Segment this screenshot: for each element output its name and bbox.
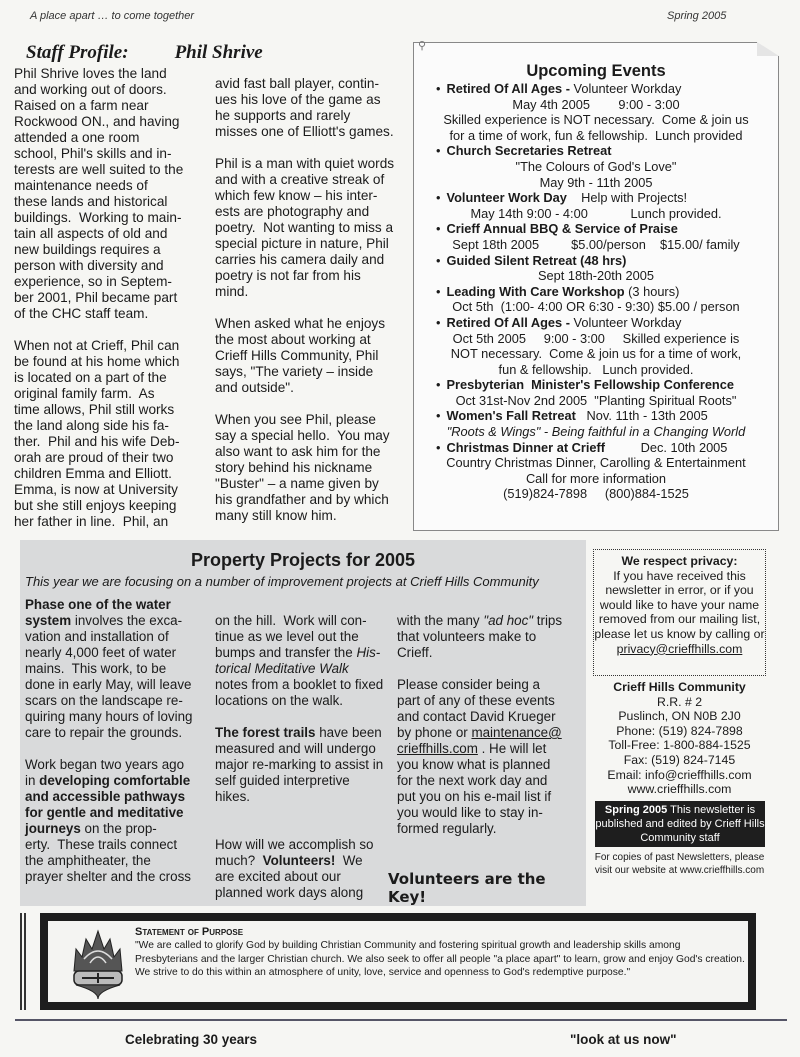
- text-line: [25, 725, 192, 741]
- text-line: mind.: [215, 284, 249, 299]
- event-item-detail: [414, 455, 778, 471]
- text-run: for a time of work, fun & fellowship. Lunch provided: [449, 127, 743, 143]
- text-run: Volunteer Workday: [573, 314, 682, 330]
- text-line: [397, 789, 562, 805]
- text-line: ests are photography and: [215, 204, 370, 219]
- contact-tollfree: Toll-Free: 1-800-884-1525: [608, 738, 751, 753]
- text-run: Sept 18th-20th 2005: [538, 268, 654, 284]
- text-line: [25, 773, 192, 789]
- text-run: We: [335, 853, 363, 868]
- text-run: on the hill. Work will con-: [215, 613, 367, 628]
- text-run: Help with Projects!: [566, 190, 688, 206]
- folded-corner: [757, 42, 779, 56]
- text-run: with the many: [397, 613, 484, 628]
- event-item-detail: [414, 112, 778, 128]
- text-line: [25, 805, 192, 821]
- event-item-detail: [414, 346, 778, 362]
- text-run: Oct 5th (1:00- 4:00 OR 6:30 - 9:30) $5.00 / person: [452, 299, 740, 315]
- text-run: (3 hours): [624, 283, 680, 299]
- text-run: Christmas Dinner at Crieff: [446, 439, 606, 455]
- events-list: [414, 81, 778, 502]
- event-item-detail: [414, 97, 778, 113]
- text-line: [215, 396, 410, 412]
- text-line: [215, 789, 383, 805]
- text-run: involves the exca-: [71, 613, 183, 628]
- text-run: notes from a booklet to fixed: [215, 677, 384, 692]
- text-line: orah are proud of their two: [14, 450, 174, 465]
- contact-fax: Fax: (519) 824-7145: [623, 752, 736, 767]
- org-name: Crieff Hills Community: [613, 680, 746, 694]
- property-title: Property Projects for 2005: [190, 550, 416, 570]
- text-run: prayer shelter and the cross: [25, 869, 191, 884]
- event-item-title: [414, 440, 778, 456]
- event-item-detail: [414, 424, 778, 440]
- text-run: Country Christmas Dinner, Carolling & Entertainment: [446, 455, 746, 471]
- text-run: and contact David Krueger: [397, 709, 556, 724]
- text-run: May 4th 2005 9:00 - 3:00: [512, 96, 680, 112]
- text-run: "ad hoc": [483, 613, 534, 628]
- text-run[interactable]: crieffhills.com: [397, 741, 478, 756]
- text-run: Oct 5th 2005 9:00 - 3:00 Skilled experience is: [452, 330, 740, 346]
- text-line: [215, 725, 383, 741]
- text-run: bumps and transfer the: [215, 645, 357, 660]
- text-line: which few know – his inter-: [215, 188, 378, 203]
- text-line: special picture in nature, Phil: [215, 236, 389, 251]
- text-line: and with a creative streak of: [215, 172, 385, 187]
- footer-right: "look at us now": [570, 1032, 677, 1047]
- text-run: system: [25, 613, 72, 628]
- text-line: [25, 661, 192, 677]
- text-line: [215, 773, 383, 789]
- text-line: say a special hello. You may: [215, 428, 390, 443]
- text-line: [397, 757, 562, 773]
- text-run: Skilled experience is NOT necessary. Come & join us: [443, 112, 749, 128]
- text-run: How will we accomplish so: [215, 837, 374, 852]
- text-run: fun & fellowship. Lunch provided.: [498, 361, 694, 377]
- text-run: "The Colours of God's Love": [515, 158, 677, 174]
- text-run: erty. These trails connect: [25, 837, 178, 852]
- text-line: the land along side his fa-: [14, 418, 169, 433]
- text-line: [215, 885, 383, 901]
- property-column-2: [215, 613, 383, 901]
- text-run: Crieff.: [397, 645, 433, 660]
- contact-info: [593, 680, 766, 797]
- text-line: [25, 741, 192, 757]
- text-line: maintenance needs of: [14, 178, 148, 193]
- text-run: put you on his e-mail list if: [397, 789, 552, 804]
- text-line: [215, 677, 383, 693]
- text-line: [25, 853, 192, 869]
- text-line: says, "The variety – inside: [215, 364, 374, 379]
- text-line: When you see Phil, please: [215, 412, 376, 427]
- text-run: the amphitheater, the: [25, 853, 151, 868]
- text-run: measured and will undergo: [215, 741, 376, 756]
- text-run: quiring many hours of loving: [25, 709, 193, 724]
- text-line: [397, 725, 562, 741]
- event-item-detail: [414, 299, 778, 315]
- text-run: Church Secretaries Retreat: [446, 143, 612, 159]
- text-line: also want to ask him for the: [215, 444, 381, 459]
- text-run: His-: [356, 645, 381, 660]
- text-run: Retired Of All Ages -: [446, 314, 574, 330]
- text-run: scars on the landscape re-: [25, 693, 183, 708]
- text-line: he supports and rarely: [215, 108, 351, 123]
- text-line: school, Phil's skills and in-: [14, 146, 172, 161]
- property-projects-section: [20, 540, 586, 906]
- text-line: [397, 773, 562, 789]
- text-run: Nov. 11th - 13th 2005: [575, 408, 708, 424]
- text-run: locations on the walk.: [215, 693, 344, 708]
- text-run: Retired Of All Ages -: [446, 81, 574, 96]
- text-line: attended a one room: [14, 130, 140, 145]
- text-run: for the next work day and: [397, 773, 548, 788]
- event-item-title: [414, 221, 778, 237]
- staff-column-1: [14, 66, 209, 530]
- text-run: are excited about our: [215, 869, 341, 884]
- text-run: Call for more information: [525, 470, 667, 486]
- privacy-email-link[interactable]: privacy@crieffhills.com: [616, 641, 743, 656]
- text-line: his grandfather and by which: [215, 492, 389, 507]
- text-run: self guided interpretive: [215, 773, 350, 788]
- statement-heading: Statement of Purpose: [135, 926, 244, 938]
- text-run: done in early May, will leave: [25, 677, 192, 692]
- text-line: "Buster" – a name given by: [215, 476, 379, 491]
- text-line: [215, 869, 383, 885]
- event-item-detail: [414, 393, 778, 409]
- event-item-detail: [414, 331, 778, 347]
- text-line: [215, 613, 383, 629]
- text-line: [25, 597, 192, 613]
- text-line: [25, 629, 192, 645]
- statement-body: "We are called to glorify God by building Christian Community and fostering spiritual growth and leadership skills among Presbyterians and the larger Christian church. We also seek to offer all people "a place apart" to learn, grow and enjoy God's creation. We strive to do this within an atmosphere of unity, love, service and openness to God's redemptive purpose.": [135, 940, 745, 978]
- text-line: [25, 821, 192, 837]
- text-line: [397, 645, 562, 661]
- text-run: you know what is planned: [397, 757, 551, 772]
- text-line: [215, 757, 383, 773]
- text-run: on the prop-: [80, 821, 157, 836]
- text-line: buildings. Working to main-: [14, 210, 182, 225]
- text-line: [397, 805, 562, 821]
- text-line: terests are well suited to the: [14, 162, 184, 177]
- event-item-detail: [414, 471, 778, 487]
- text-run[interactable]: maintenance@: [471, 725, 562, 740]
- text-line: ber 2001, Phil became part: [14, 290, 178, 305]
- text-line: [25, 693, 192, 709]
- text-run: NOT necessary. Come & join us for a time of work,: [450, 346, 742, 362]
- contact-website[interactable]: www.crieffhills.com: [627, 782, 732, 797]
- text-run: much?: [215, 853, 263, 868]
- text-run: Volunteers!: [262, 853, 336, 868]
- text-line: [25, 677, 192, 693]
- contact-email[interactable]: Email: info@crieffhills.com: [607, 767, 752, 782]
- text-run: The forest trails: [215, 725, 316, 740]
- text-line: children Emma and Elliott.: [14, 466, 172, 481]
- text-line: Crieff Hills Community, Phil: [215, 348, 379, 363]
- text-line: carries his camera daily and: [215, 252, 385, 267]
- privacy-body: If you have received this newsletter in error, or if you would like to have your name removed from our mailing list, please let us know by calling or: [594, 568, 765, 641]
- text-line: [25, 837, 192, 853]
- text-line: the most about working at: [215, 332, 371, 347]
- text-line: is located on a part of the: [14, 370, 167, 385]
- text-run: Oct 31st-Nov 2nd 2005 "Planting Spiritual Roots": [455, 392, 737, 408]
- text-run: Women's Fall Retreat: [446, 408, 576, 424]
- text-run: and accessible pathways: [25, 789, 186, 804]
- text-run: by phone or: [397, 725, 472, 740]
- text-run: . He will let: [477, 741, 547, 756]
- text-line: time allows, Phil still works: [14, 402, 175, 417]
- event-item-detail: [414, 486, 778, 502]
- text-line: [397, 821, 562, 837]
- text-line: [25, 869, 192, 885]
- contact-address: R.R. # 2: [656, 694, 703, 709]
- crieff-logo-icon: [70, 929, 126, 999]
- text-line: Phil Shrive loves the land: [14, 66, 167, 81]
- text-run: you would like to stay in-: [397, 805, 543, 820]
- text-line: [215, 709, 383, 725]
- text-line: [215, 741, 383, 757]
- event-item-detail: [414, 268, 778, 284]
- event-item-title: [414, 377, 778, 393]
- text-line: [397, 693, 562, 709]
- past-newsletters-note: For copies of past Newsletters, please visit our website at www.crieffhills.com: [594, 852, 765, 876]
- event-item-title: [414, 408, 778, 424]
- text-line: [25, 757, 192, 773]
- text-line: [397, 629, 562, 645]
- text-line: but she still enjoys keeping: [14, 498, 177, 513]
- text-line: Emma, is now at University: [14, 482, 178, 497]
- text-line: ues his love of the game as: [215, 92, 381, 107]
- statement-of-purpose: [40, 913, 756, 1010]
- text-run: May 9th - 11th 2005: [539, 174, 653, 190]
- text-run: Please consider being a: [397, 677, 540, 692]
- text-line: [215, 629, 383, 645]
- text-line: [25, 613, 192, 629]
- text-run: formed regularly.: [397, 821, 497, 836]
- property-column-1: [25, 597, 192, 885]
- text-run: hikes.: [215, 789, 250, 804]
- text-line: [215, 821, 383, 837]
- text-line: [397, 741, 562, 757]
- text-line: story behind his nickname: [215, 460, 373, 475]
- text-line: these lands and historical: [14, 194, 168, 209]
- staff-label: Staff Profile:: [26, 42, 129, 63]
- text-run: Volunteer Work Day: [446, 190, 567, 206]
- text-run: Crieff Annual BBQ & Service of Praise: [446, 221, 678, 237]
- text-line: Rockwood ON., and having: [14, 114, 180, 129]
- event-item-detail: [414, 206, 778, 222]
- text-run: that volunteers make to: [397, 629, 537, 644]
- text-run: journeys: [25, 821, 81, 836]
- text-line: misses one of Elliott's games.: [215, 124, 394, 139]
- text-line: many still know him.: [215, 508, 337, 523]
- event-item-title: [414, 253, 778, 269]
- privacy-title: We respect privacy:: [621, 554, 738, 568]
- text-run: care to repair the grounds.: [25, 725, 183, 740]
- text-line: ther. Phil and his wife Deb-: [14, 434, 180, 449]
- text-line: [215, 853, 383, 869]
- text-run: (519)824-7898 (800)884-1525: [503, 486, 689, 502]
- pushpin-icon: ⚲: [418, 40, 427, 52]
- staff-profile-title: [26, 42, 263, 64]
- event-item-detail: [414, 128, 778, 144]
- text-run: have been: [315, 725, 382, 740]
- text-line: [215, 805, 383, 821]
- text-line: [215, 645, 383, 661]
- event-item-title: [414, 315, 778, 331]
- header-issue: Spring 2005: [667, 10, 727, 22]
- event-item-title: [414, 143, 778, 159]
- text-run: Presbyterian Minister's Fellowship Conference: [446, 377, 734, 393]
- text-line: person with diversity and: [14, 258, 164, 273]
- text-line: [25, 709, 192, 725]
- text-line: Raised on a farm near: [14, 98, 149, 113]
- text-run: May 14th 9:00 - 4:00 Lunch provided.: [470, 205, 722, 221]
- event-item-title: [414, 81, 778, 97]
- text-run: "Roots & Wings" - Being faithful in a Changing World: [446, 424, 746, 440]
- text-run: part of any of these events: [397, 693, 555, 708]
- text-run: nearly 4,000 feet of water: [25, 645, 177, 660]
- credit-text: This newsletter is published and edited by Crieff Hills Community staff: [595, 804, 765, 844]
- text-line: and outside".: [215, 380, 294, 395]
- footer-divider: [15, 1019, 787, 1021]
- text-run: tinue as we level out the: [215, 629, 359, 644]
- contact-city: Puslinch, ON N0B 2J0: [618, 709, 741, 724]
- text-run: Dec. 10th 2005: [605, 439, 728, 455]
- text-run: for gentle and meditative: [25, 805, 184, 820]
- text-line: [397, 709, 562, 725]
- volunteers-slogan: Volunteers are the Key!: [388, 870, 546, 906]
- text-line: [215, 140, 410, 156]
- credit-issue: Spring 2005: [604, 804, 668, 816]
- text-line: [397, 613, 562, 629]
- text-line: Phil is a man with quiet words: [215, 156, 395, 171]
- text-run: Sept 18th 2005 $5.00/person $15.00/ family: [452, 236, 740, 252]
- text-line: original family farm. As: [14, 386, 155, 401]
- contact-phone: Phone: (519) 824-7898: [616, 723, 743, 738]
- text-run: Phase one of the water: [25, 597, 171, 612]
- text-run: Volunteer Workday: [573, 81, 682, 96]
- events-title: Upcoming Events: [526, 62, 666, 80]
- text-run: Guided Silent Retreat (48 hrs): [446, 252, 627, 268]
- text-line: her father in line. Phil, an: [14, 514, 169, 529]
- text-line: [397, 677, 562, 693]
- text-run: major re-marking to assist in: [215, 757, 384, 772]
- text-line: When asked what he enjoys: [215, 316, 386, 331]
- text-line: [14, 322, 209, 338]
- event-item-detail: [414, 175, 778, 191]
- text-line: of the CHC staff team.: [14, 306, 149, 321]
- text-line: poetry. Not wanting to miss a: [215, 220, 394, 235]
- event-item-detail: [414, 159, 778, 175]
- header-tagline: A place apart … to come together: [30, 10, 195, 22]
- text-line: When not at Crieff, Phil can: [14, 338, 180, 353]
- text-run: Leading With Care Workshop: [446, 283, 625, 299]
- staff-column-2: [215, 76, 410, 524]
- text-line: and working out of doors.: [14, 82, 167, 97]
- text-run: planned work days along: [215, 885, 364, 900]
- text-run: trips: [533, 613, 563, 628]
- text-line: [215, 837, 383, 853]
- event-item-detail: [414, 362, 778, 378]
- text-line: [215, 300, 410, 316]
- text-run: vation and installation of: [25, 629, 169, 644]
- event-item-detail: [414, 237, 778, 253]
- publication-credit: [595, 801, 765, 847]
- footer-left: Celebrating 30 years: [125, 1032, 258, 1047]
- property-subtitle: This year we are focusing on a number of improvement projects at Crieff Hills Community: [25, 574, 539, 589]
- text-line: [25, 645, 192, 661]
- privacy-notice: [593, 549, 766, 676]
- text-run: mains. This work, to be: [25, 661, 167, 676]
- text-line: [215, 661, 383, 677]
- event-item-title: [414, 190, 778, 206]
- event-item-title: [414, 284, 778, 300]
- text-line: poetry is not far from his: [215, 268, 361, 283]
- text-line: [397, 661, 562, 677]
- text-line: [25, 789, 192, 805]
- text-line: tain all aspects of old and: [14, 226, 168, 241]
- text-line: avid fast ball player, contin-: [215, 76, 379, 91]
- text-run: torical Meditative Walk: [215, 661, 349, 676]
- text-line: [215, 693, 383, 709]
- text-line: experience, so in Septem-: [14, 274, 172, 289]
- decorative-lines: [20, 913, 26, 1010]
- upcoming-events-box: [413, 42, 779, 531]
- text-run: in: [25, 773, 40, 788]
- text-line: new buildings requires a: [14, 242, 161, 257]
- property-column-3: [397, 613, 562, 837]
- staff-name: Phil Shrive: [174, 42, 263, 63]
- text-run: Work began two years ago: [25, 757, 185, 772]
- text-run: developing comfortable: [39, 773, 191, 788]
- text-line: be found at his home which: [14, 354, 180, 369]
